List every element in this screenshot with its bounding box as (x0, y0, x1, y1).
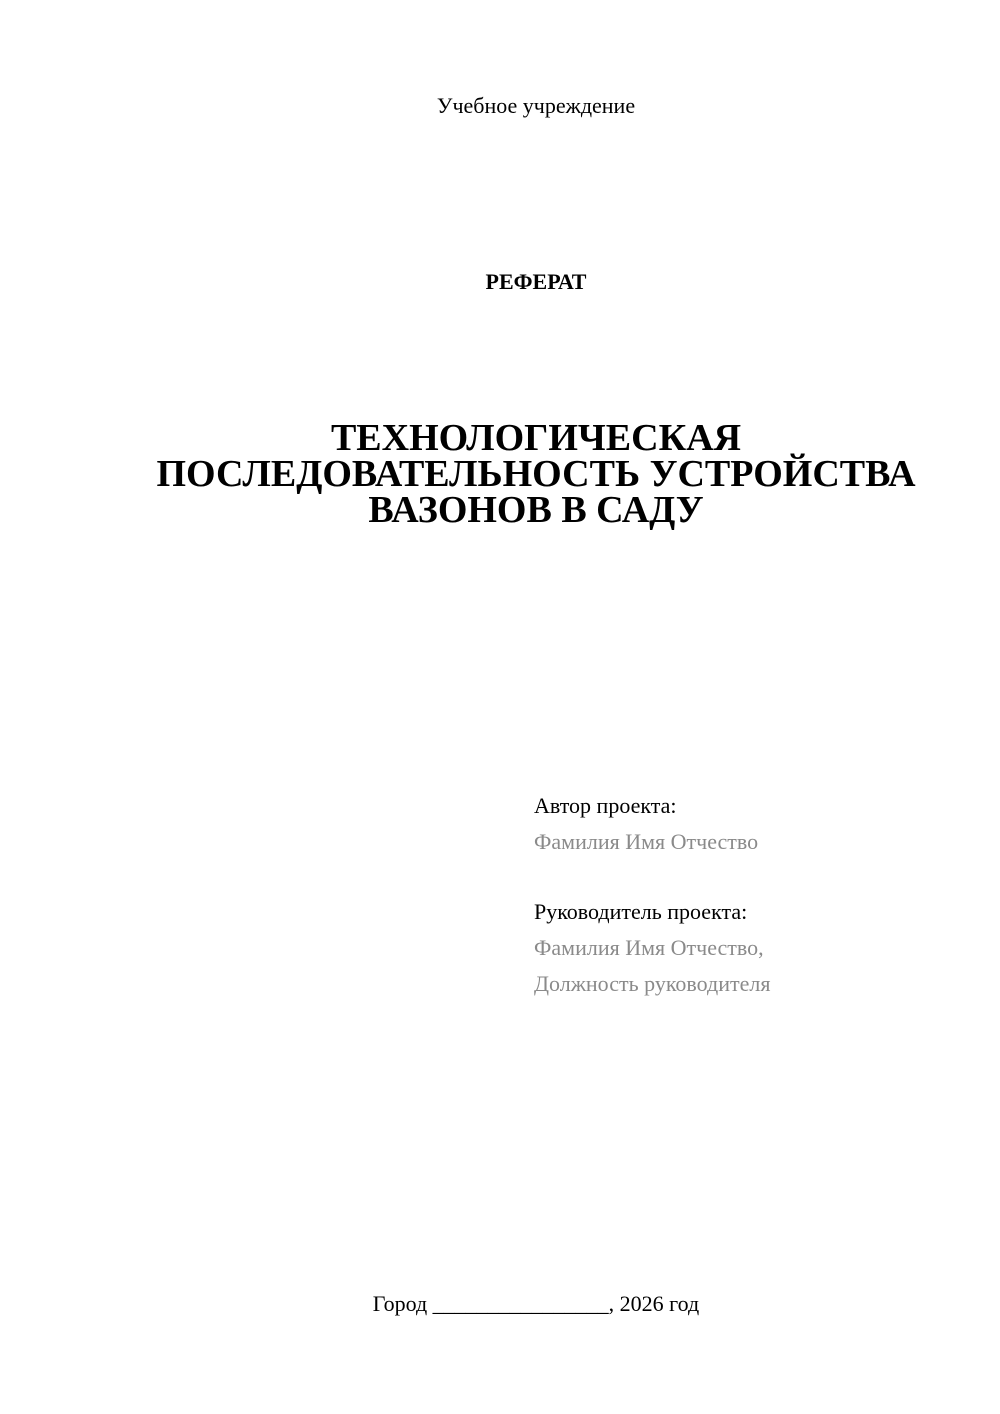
city-year-line: Город ________________, 2026 год (372, 1291, 700, 1316)
document-type: РЕФЕРАТ (485, 269, 587, 294)
supervisor-position: Должность руководителя (534, 971, 771, 996)
title-line: ВАЗОНОВ В САДУ (368, 489, 704, 531)
institution-name: Учебное учреждение (436, 93, 636, 118)
supervisor-name: Фамилия Имя Отчество, (534, 935, 764, 960)
document-title (100, 417, 972, 531)
author-name: Фамилия Имя Отчество (534, 829, 759, 854)
credits-block (534, 788, 974, 1002)
author-label: Автор проекта: (534, 793, 677, 818)
supervisor-label: Руководитель проекта: (534, 899, 748, 924)
title-line: ПОСЛЕДОВАТЕЛЬНОСТЬ УСТРОЙСТВА (156, 453, 916, 495)
title-line: ТЕХНОЛОГИЧЕСКАЯ (330, 417, 742, 459)
